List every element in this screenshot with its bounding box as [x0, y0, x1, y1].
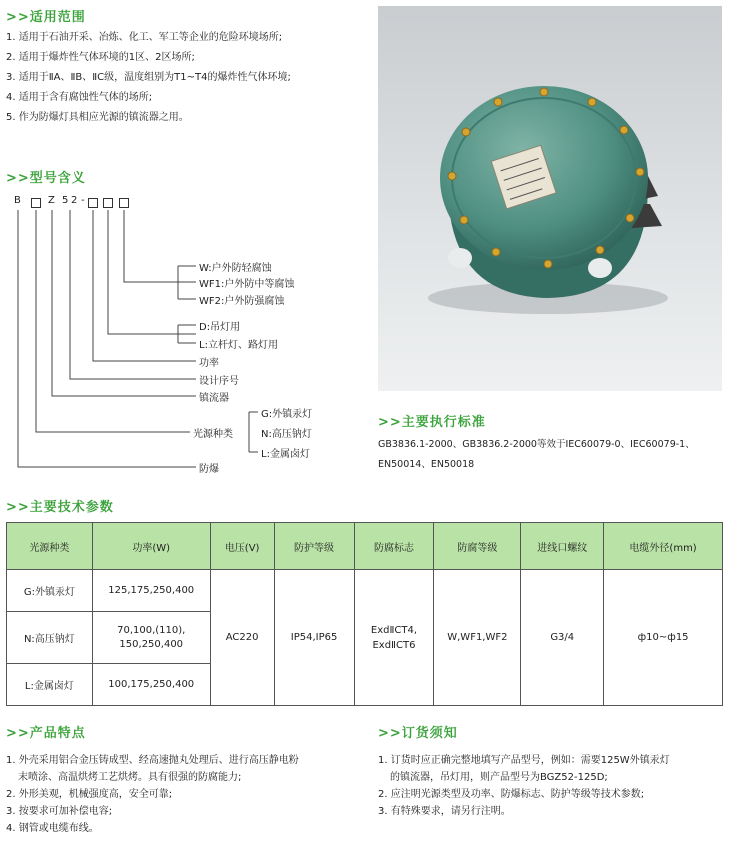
table-row — [7, 570, 723, 612]
header-protection: 防护等级 — [274, 523, 354, 570]
features-title: >>产品特点 — [6, 726, 86, 741]
feature-line-3: 2. 外形美观，机械强度高，安全可靠; — [6, 789, 173, 800]
spec-header-row — [7, 523, 723, 570]
feature-line-1: 1. 外壳采用铝合金压铸成型、经高速抛丸处理后、进行高压静电粉 — [6, 755, 299, 766]
scope-item-2: 2. 适用于爆炸性气体环境的1区、2区场所; — [6, 52, 195, 63]
feature-line-2: 末喷涂、高温烘烤工艺烘烤。具有很强的防腐能力; — [18, 772, 242, 783]
order-line-4: 3. 有特殊要求，请另行注明。 — [378, 806, 511, 817]
scope-item-5: 5. 作为防爆灯具相应光源的镇流器之用。 — [6, 112, 189, 123]
cell-protection: IP54,IP65 — [274, 570, 354, 706]
header-cable: 电缆外径(mm) — [604, 523, 723, 570]
spec-table — [6, 522, 723, 706]
cell-power-l: 100,175,250,400 — [92, 664, 210, 706]
cell-voltage: AC220 — [210, 570, 274, 706]
power-n-line-2: 150,250,400 — [119, 639, 184, 650]
cell-power-n — [92, 612, 210, 664]
cell-type-l: L:金属卤灯 — [7, 664, 93, 706]
label-design: 设计序号 — [199, 376, 239, 387]
code-char-5: 5 — [62, 195, 69, 206]
label-l-metal: L:金属卤灯 — [261, 449, 310, 460]
scope-item-1: 1. 适用于石油开采、冶炼、化工、军工等企业的危险环境场所; — [6, 32, 283, 43]
model-connector-lines — [0, 0, 380, 480]
junction-box-illustration — [378, 6, 722, 391]
order-line-2: 的镇流器，吊灯用，则产品型号为BGZ52-125D; — [390, 772, 608, 783]
label-l: L:立杆灯、路灯用 — [199, 340, 278, 351]
cell-type-n: N:高压钠灯 — [7, 612, 93, 664]
label-power: 功率 — [199, 358, 219, 369]
scope-item-4: 4. 适用于含有腐蚀性气体的场所; — [6, 92, 153, 103]
code-char-b: B — [14, 195, 21, 206]
header-thread: 进线口螺纹 — [521, 523, 604, 570]
order-list — [378, 752, 670, 820]
label-ballast: 镇流器 — [199, 393, 229, 404]
model-title: >>型号含义 — [6, 171, 86, 186]
features-list — [6, 752, 299, 837]
mark-line-2: ExdⅡCT6 — [372, 639, 416, 651]
feature-line-4: 3. 按要求可加补偿电容; — [6, 806, 113, 817]
label-g: G:外镇汞灯 — [261, 409, 313, 420]
standards-line-2: EN50014、EN50018 — [378, 459, 475, 470]
code-char-dash: - — [81, 195, 85, 206]
label-n: N:高压钠灯 — [261, 429, 312, 440]
cell-power-g: 125,175,250,400 — [92, 570, 210, 612]
standards-title: >>主要执行标准 — [378, 415, 486, 430]
scope-item-3: 3. 适用于ⅡA、ⅡB、ⅡC级，温度组别为T1~T4的爆炸性气体环境; — [6, 72, 291, 83]
power-n-line-1: 70,100,(110), — [117, 625, 186, 636]
cell-cable: ф10~ф15 — [604, 570, 723, 706]
label-wf1: WF1:户外防中等腐蚀 — [199, 279, 295, 290]
order-line-3: 2. 应注明光源类型及功率、防爆标志、防护等级等技术参数; — [378, 789, 645, 800]
header-power: 功率(W) — [92, 523, 210, 570]
cell-type-g: G:外镇汞灯 — [7, 570, 93, 612]
header-corrosion-mark: 防腐标志 — [354, 523, 434, 570]
order-line-1: 1. 订货时应正确完整地填写产品型号，例如：需要125W外镇汞灯 — [378, 755, 670, 766]
product-photo — [378, 6, 722, 391]
cell-corrosion-mark — [354, 570, 434, 706]
label-explosion: 防爆 — [199, 464, 219, 475]
label-light-source: 光源种类 — [193, 429, 233, 440]
standards-line-1: GB3836.1-2000、GB3836.2-2000等效于IEC60079-0、IEC60079-1、 — [378, 439, 695, 450]
label-d: D:吊灯用 — [199, 322, 241, 333]
header-corrosion-level: 防腐等级 — [434, 523, 521, 570]
scope-title: >>适用范围 — [6, 10, 86, 25]
code-char-z: Z — [48, 195, 55, 206]
header-light-source: 光源种类 — [7, 523, 93, 570]
header-voltage: 电压(V) — [210, 523, 274, 570]
params-title: >>主要技术参数 — [6, 500, 114, 515]
cell-thread: G3/4 — [521, 570, 604, 706]
order-title: >>订货须知 — [378, 726, 458, 741]
mark-line-1: ExdⅡCT4, — [370, 624, 418, 636]
code-char-2: 2 — [71, 195, 78, 206]
cell-corrosion-level: W,WF1,WF2 — [434, 570, 521, 706]
label-wf2: WF2:户外防强腐蚀 — [199, 296, 285, 307]
feature-line-5: 4. 钢管或电缆布线。 — [6, 823, 99, 834]
label-w: W:户外防轻腐蚀 — [199, 263, 272, 274]
